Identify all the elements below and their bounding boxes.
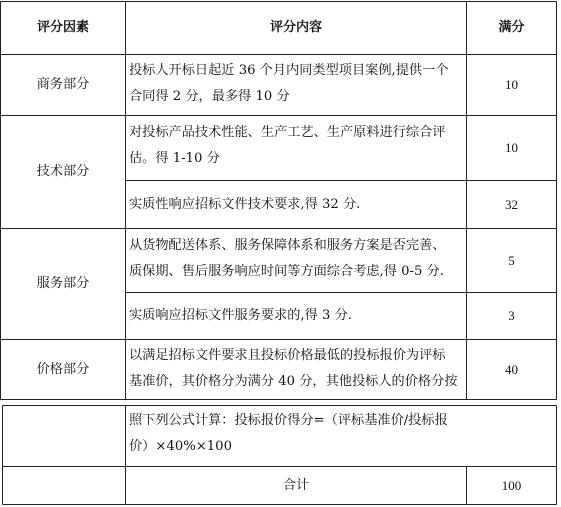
score-service-response: 3	[508, 308, 515, 323]
factor-service: 服务部分	[36, 276, 90, 291]
content-line: 合同得 2 分，最多得 10 分	[129, 89, 290, 104]
content-line: 基准价，其价格分为满分 40 分，其他投标人的价格分按	[129, 374, 458, 389]
content-line: 对投标产品技术性能、生产工艺、生产原料进行综合评	[129, 125, 446, 140]
content-technical-response	[126, 181, 466, 228]
content-line: 以满足招标文件要求且投标价格最低的投标报价为评标	[129, 348, 446, 363]
content-line: 实质响应招标文件服务要求的,得 3 分.	[129, 308, 352, 323]
score-service-eval: 5	[508, 252, 515, 268]
content-service-response	[126, 293, 466, 339]
content-technical-eval	[126, 120, 466, 178]
score-price: 40	[505, 361, 518, 377]
score-technical-response: 32	[505, 196, 518, 212]
content-service-eval	[126, 233, 466, 291]
factor-price: 价格部分	[36, 361, 90, 377]
content-business	[126, 58, 466, 114]
content-price-formula	[126, 408, 466, 466]
factor-technical: 技术部分	[36, 164, 90, 179]
content-line: 投标人开标日起近 36 个月内同类型项目案例,提供一个	[129, 63, 449, 78]
content-line: 估。得 1-10 分	[129, 151, 220, 166]
total-score: 100	[501, 477, 522, 493]
header-factor: 评分因素	[36, 20, 89, 35]
header-max-score: 满分	[498, 20, 525, 35]
score-business: 10	[505, 77, 518, 92]
content-line: 实质性响应招标文件技术要求,得 32 分.	[129, 196, 361, 212]
header-content: 评分内容	[269, 20, 322, 35]
score-technical-eval: 10	[505, 140, 518, 155]
content-price	[126, 343, 466, 399]
content-line: 照下列公式计算：投标报价得分=（评标基准价/投标报	[129, 413, 448, 428]
content-line: 质保期、售后服务响应时间等方面综合考虑,得 0-5 分.	[129, 264, 444, 279]
factor-business: 商务部分	[36, 77, 90, 92]
total-label: 合计	[282, 477, 310, 493]
content-line: 从货物配送体系、服务保障体系和服务方案是否完善、	[129, 238, 446, 253]
content-line: 价）×40%×100	[129, 439, 232, 454]
